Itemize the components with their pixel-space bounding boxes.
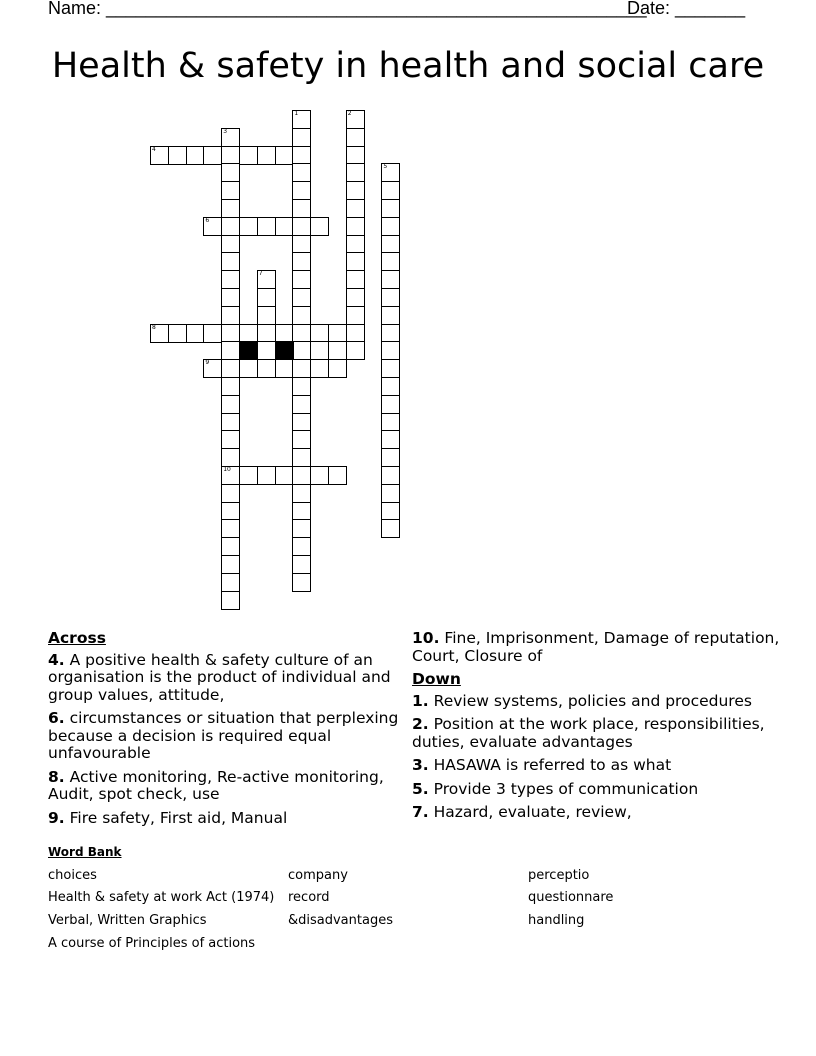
grid-cell[interactable]	[328, 466, 347, 485]
grid-cell[interactable]	[381, 324, 400, 343]
word-bank-item: &disadvantages	[288, 913, 393, 928]
grid-cell[interactable]	[221, 235, 240, 254]
grid-cell[interactable]	[275, 359, 294, 378]
grid-cell[interactable]	[381, 199, 400, 218]
word-bank-item: Health & safety at work Act (1974)	[48, 890, 275, 905]
clue-text: Provide 3 types of communication	[433, 779, 699, 798]
grid-cell[interactable]	[346, 199, 365, 218]
grid-cell[interactable]	[203, 324, 222, 343]
grid-cell[interactable]	[203, 217, 222, 236]
grid-cell[interactable]	[257, 341, 276, 360]
grid-cell[interactable]	[221, 324, 240, 343]
clue-number: 7.	[412, 803, 429, 821]
grid-cell[interactable]	[292, 555, 311, 574]
grid-cell[interactable]	[203, 146, 222, 165]
grid-cell[interactable]	[257, 217, 276, 236]
grid-cell[interactable]	[186, 146, 205, 165]
grid-cell[interactable]	[381, 377, 400, 396]
clues-left-column	[48, 630, 408, 833]
grid-cell[interactable]	[221, 163, 240, 182]
grid-cell[interactable]	[381, 252, 400, 271]
word-bank-item: handling	[528, 913, 585, 928]
grid-cell[interactable]	[292, 146, 311, 165]
clue-text: circumstances or situation that perplexing because a decision is required equal unfavourable	[48, 709, 399, 762]
clue-text: HASAWA is referred to as what	[433, 756, 672, 774]
grid-cell[interactable]	[221, 181, 240, 200]
grid-cell[interactable]	[292, 537, 311, 556]
grid-cell[interactable]	[381, 181, 400, 200]
grid-cell[interactable]	[292, 502, 311, 521]
grid-cell[interactable]	[381, 413, 400, 432]
grid-cell[interactable]	[346, 306, 365, 325]
clue-number: 3.	[412, 756, 429, 774]
grid-number: 4	[152, 145, 156, 153]
grid-cell[interactable]	[221, 306, 240, 325]
grid-cell[interactable]	[239, 217, 258, 236]
grid-cell[interactable]	[239, 324, 258, 343]
grid-cell[interactable]	[381, 502, 400, 521]
grid-cell[interactable]	[257, 359, 276, 378]
grid-cell[interactable]	[150, 324, 169, 343]
grid-cell[interactable]	[203, 359, 222, 378]
grid-cell[interactable]	[346, 235, 365, 254]
clue-across-8	[48, 769, 408, 804]
clue-number: 2.	[412, 715, 429, 733]
grid-cell[interactable]	[292, 448, 311, 467]
grid-cell[interactable]	[239, 146, 258, 165]
grid-cell[interactable]	[221, 555, 240, 574]
grid-number: 8	[152, 323, 156, 331]
grid-cell[interactable]	[221, 341, 240, 360]
grid-cell[interactable]	[381, 270, 400, 289]
grid-cell[interactable]	[221, 270, 240, 289]
grid-cell[interactable]	[221, 591, 240, 610]
grid-cell[interactable]	[221, 199, 240, 218]
grid-cell[interactable]	[221, 413, 240, 432]
clue-number: 4.	[48, 650, 65, 669]
grid-cell[interactable]	[381, 306, 400, 325]
grid-cell[interactable]	[381, 359, 400, 378]
grid-number: 7	[258, 270, 263, 278]
grid-cell[interactable]	[221, 288, 240, 307]
clue-text: Hazard, evaluate, review,	[433, 803, 632, 821]
grid-cell[interactable]	[221, 466, 240, 485]
grid-cell[interactable]	[168, 324, 187, 343]
grid-cell[interactable]	[221, 252, 240, 271]
grid-cell[interactable]	[221, 377, 240, 396]
grid-cell[interactable]	[381, 466, 400, 485]
grid-number: 6	[205, 216, 210, 224]
grid-cell[interactable]	[381, 217, 400, 236]
grid-cell[interactable]	[292, 270, 311, 289]
word-bank-item: Verbal, Written Graphics	[48, 913, 207, 928]
grid-cell[interactable]	[292, 324, 311, 343]
grid-cell[interactable]	[221, 537, 240, 556]
grid-cell[interactable]	[292, 181, 311, 200]
clue-number: 9.	[48, 808, 65, 827]
clue-text: Fire safety, First aid, Manual	[69, 808, 288, 827]
grid-cell[interactable]	[292, 519, 311, 538]
grid-cell[interactable]	[221, 359, 240, 378]
word-bank-item: perceptio	[528, 868, 590, 883]
grid-cell[interactable]	[292, 573, 311, 592]
grid-cell[interactable]	[221, 146, 240, 165]
grid-cell[interactable]	[346, 163, 365, 182]
clue-down-5	[412, 781, 782, 799]
grid-cell[interactable]	[257, 288, 276, 307]
clue-text: Fine, Imprisonment, Damage of reputation, Court, Closure of	[412, 629, 780, 665]
grid-cell[interactable]	[292, 359, 311, 378]
clue-number: 10.	[412, 629, 440, 647]
grid-cell[interactable]	[257, 270, 276, 289]
grid-cell[interactable]	[381, 484, 400, 503]
grid-cell[interactable]	[328, 324, 347, 343]
clue-text: Active monitoring, Re-active monitoring, Audit, spot check, use	[48, 767, 384, 803]
grid-cell[interactable]	[310, 324, 329, 343]
grid-cell[interactable]	[310, 217, 329, 236]
grid-cell[interactable]	[346, 252, 365, 271]
clue-number: 1.	[412, 691, 429, 710]
grid-cell[interactable]	[221, 519, 240, 538]
grid-cell[interactable]	[292, 377, 311, 396]
grid-cell[interactable]	[292, 163, 311, 182]
grid-cell[interactable]	[381, 163, 400, 182]
grid-cell[interactable]	[221, 128, 240, 147]
word-bank-item: choices	[48, 868, 97, 883]
grid-cell[interactable]	[346, 288, 365, 307]
grid-cell[interactable]	[310, 466, 329, 485]
grid-cell[interactable]	[381, 430, 400, 449]
clues-right-column	[412, 630, 782, 828]
page-title: Health & safety in health and social care	[51, 46, 765, 86]
grid-cell[interactable]	[292, 199, 311, 218]
date-field-label: Date: _______	[627, 0, 746, 18]
grid-cell[interactable]	[275, 324, 294, 343]
grid-cell[interactable]	[221, 502, 240, 521]
grid-number: 10	[223, 466, 231, 473]
clue-across-9	[48, 810, 408, 828]
grid-cell[interactable]	[346, 341, 365, 360]
grid-cell[interactable]	[257, 466, 276, 485]
grid-cell[interactable]	[381, 519, 400, 538]
grid-cell[interactable]	[275, 466, 294, 485]
grid-cell[interactable]	[239, 359, 258, 378]
clue-number: 8.	[48, 767, 65, 786]
grid-cell[interactable]	[328, 341, 347, 360]
grid-cell[interactable]	[221, 395, 240, 414]
clue-number: 5.	[412, 779, 429, 798]
grid-number: 5	[383, 163, 388, 171]
across-heading: Across	[48, 629, 106, 647]
clue-text: Position at the work place, responsibilities, duties, evaluate advantages	[412, 715, 765, 751]
grid-cell[interactable]	[346, 270, 365, 289]
grid-cell[interactable]	[292, 110, 311, 129]
clue-text: Review systems, policies and procedures	[433, 691, 752, 710]
grid-cell[interactable]	[150, 146, 169, 165]
grid-cell[interactable]	[257, 306, 276, 325]
grid-cell[interactable]	[221, 484, 240, 503]
grid-cell[interactable]	[292, 430, 311, 449]
word-bank-item: A course of Principles of actions	[48, 936, 256, 951]
grid-cell[interactable]	[381, 341, 400, 360]
grid-cell[interactable]	[346, 110, 365, 129]
word-bank-item: questionnare	[528, 890, 614, 905]
grid-cell[interactable]	[168, 146, 187, 165]
grid-cell[interactable]	[381, 395, 400, 414]
grid-cell[interactable]	[292, 413, 311, 432]
clue-down-2	[412, 716, 782, 751]
clue-down-3	[412, 757, 782, 775]
grid-cell[interactable]	[292, 484, 311, 503]
clue-across-6	[48, 710, 408, 763]
grid-cell[interactable]	[346, 217, 365, 236]
grid-cell[interactable]	[257, 324, 276, 343]
grid-cell[interactable]	[257, 146, 276, 165]
grid-cell[interactable]	[292, 235, 311, 254]
grid-number: 2	[347, 110, 352, 117]
grid-cell[interactable]	[310, 341, 329, 360]
grid-cell[interactable]	[346, 324, 365, 343]
grid-cell[interactable]	[381, 288, 400, 307]
grid-cell[interactable]	[381, 448, 400, 467]
grid-cell[interactable]	[292, 306, 311, 325]
grid-cell[interactable]	[292, 252, 311, 271]
clue-across-4	[48, 652, 408, 705]
clue-down-7	[412, 804, 782, 822]
grid-cell[interactable]	[275, 217, 294, 236]
grid-cell[interactable]	[328, 359, 347, 378]
grid-cell-black	[239, 341, 258, 360]
grid-cell[interactable]	[292, 341, 311, 360]
grid-cell[interactable]	[292, 217, 311, 236]
word-bank-item: record	[288, 890, 330, 905]
down-heading: Down	[412, 670, 461, 688]
clue-across-10	[412, 630, 782, 665]
grid-cell[interactable]	[221, 573, 240, 592]
grid-cell[interactable]	[292, 395, 311, 414]
word-bank-heading: Word Bank	[48, 845, 122, 859]
grid-cell[interactable]	[221, 430, 240, 449]
grid-cell[interactable]	[346, 146, 365, 165]
grid-cell[interactable]	[186, 324, 205, 343]
grid-cell[interactable]	[221, 217, 240, 236]
grid-number: 9	[205, 359, 210, 367]
grid-cell[interactable]	[346, 128, 365, 147]
grid-cell[interactable]	[292, 128, 311, 147]
grid-cell[interactable]	[292, 288, 311, 307]
grid-cell[interactable]	[275, 146, 294, 165]
grid-cell[interactable]	[310, 359, 329, 378]
grid-cell[interactable]	[292, 466, 311, 485]
grid-number: 1	[294, 110, 299, 117]
grid-cell[interactable]	[381, 235, 400, 254]
name-field-label: Name: ______________________________________________________	[48, 0, 647, 18]
word-bank-item: company	[288, 868, 348, 883]
grid-cell[interactable]	[239, 466, 258, 485]
grid-cell-black	[275, 341, 294, 360]
grid-number: 3	[223, 127, 228, 135]
clue-down-1	[412, 693, 782, 711]
grid-cell[interactable]	[346, 181, 365, 200]
clue-number: 6.	[48, 709, 65, 727]
grid-cell[interactable]	[221, 448, 240, 467]
clue-text: A positive health & safety culture of an organisation is the product of individual and group values, attitude,	[48, 650, 391, 704]
